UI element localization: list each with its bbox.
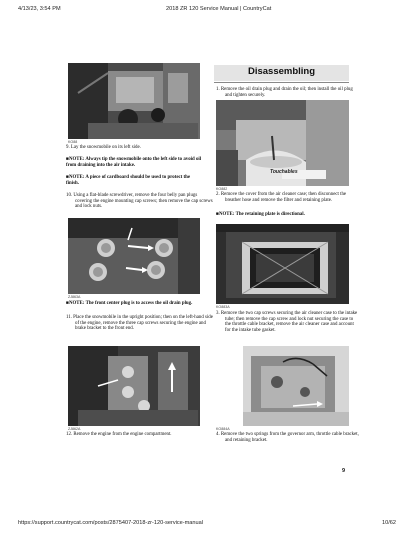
photo-governor-springs [243,346,349,426]
touchables-label: Touchables [270,169,298,175]
figure-code: ZJ863A [68,295,81,299]
step-3: 3. Remove the two cap screws securing the air cleaner case to the intake tube; then remove the cap screw and lock nut securing the case to the throttle cable bracket, remove the air cleaner case and account for the intake tube gasket. [216,311,358,333]
browser-print-url: https://support.countrycat.com/posts/2875407-2018-zr-120-service-manual [18,520,203,526]
photo-air-cleaner-case [216,224,349,304]
step-12: 12. Remove the engine from the engine compartment. [66,432,172,437]
step-1: 1. Remove the oil drain plug and drain the oil; then install the oil plug and tighten securely. [216,87,353,98]
photo-engine-bracket [68,346,200,426]
note-front-center-plug: ■NOTE: The front center plug is to access the oil drain plug. [66,301,193,306]
figure-code: ZJ862A [68,427,81,431]
browser-print-page-count: 10/62 [382,520,396,526]
page-number: 9 [342,468,346,474]
section-title: Disassembling [247,66,316,77]
section-divider [214,82,349,83]
photo-belly-pan-plugs [68,218,200,294]
browser-print-datetime: 4/13/23, 3:54 PM [18,6,61,12]
browser-print-title: 2018 ZR 120 Service Manual | CountryCat [166,6,272,12]
note-cardboard: ■NOTE: A piece of cardboard should be used to protect the finish. [66,175,191,186]
step-10: 10. Using a flat-blade screwdriver, remove the four belly pan plugs covering the engine mounting cap screws; then remove the cap screws and lock nuts. [66,193,213,210]
step-2: 2. Remove the cover from the air cleaner case; then disconnect the breather hose and remove the filter and retaining plate. [216,192,347,203]
figure-code: KO884A [216,427,230,431]
figure-code: KO88 [68,140,78,144]
step-4: 4. Remove the two springs from the governor arm, throttle cable bracket, and retaining bracket. [216,432,359,443]
note-retaining-plate: ■NOTE: The retaining plate is directional. [216,212,305,217]
note-tip-left-side: ■NOTE: Always tip the snowmobile onto the left side to avoid oil from draining into the air intake. [66,157,202,168]
figure-code: KO882 [216,187,228,191]
figure-code: KO883A [216,305,230,309]
step-9: 9. Lay the snowmobile on its left side. [66,145,141,150]
step-11: 11. Place the snowmobile in the upright position; then on the left-hand side of the engine, remove the three cap screws securing the engine and brake bracket to the front end. [66,315,213,332]
photo-snowmobile-side [68,63,200,139]
